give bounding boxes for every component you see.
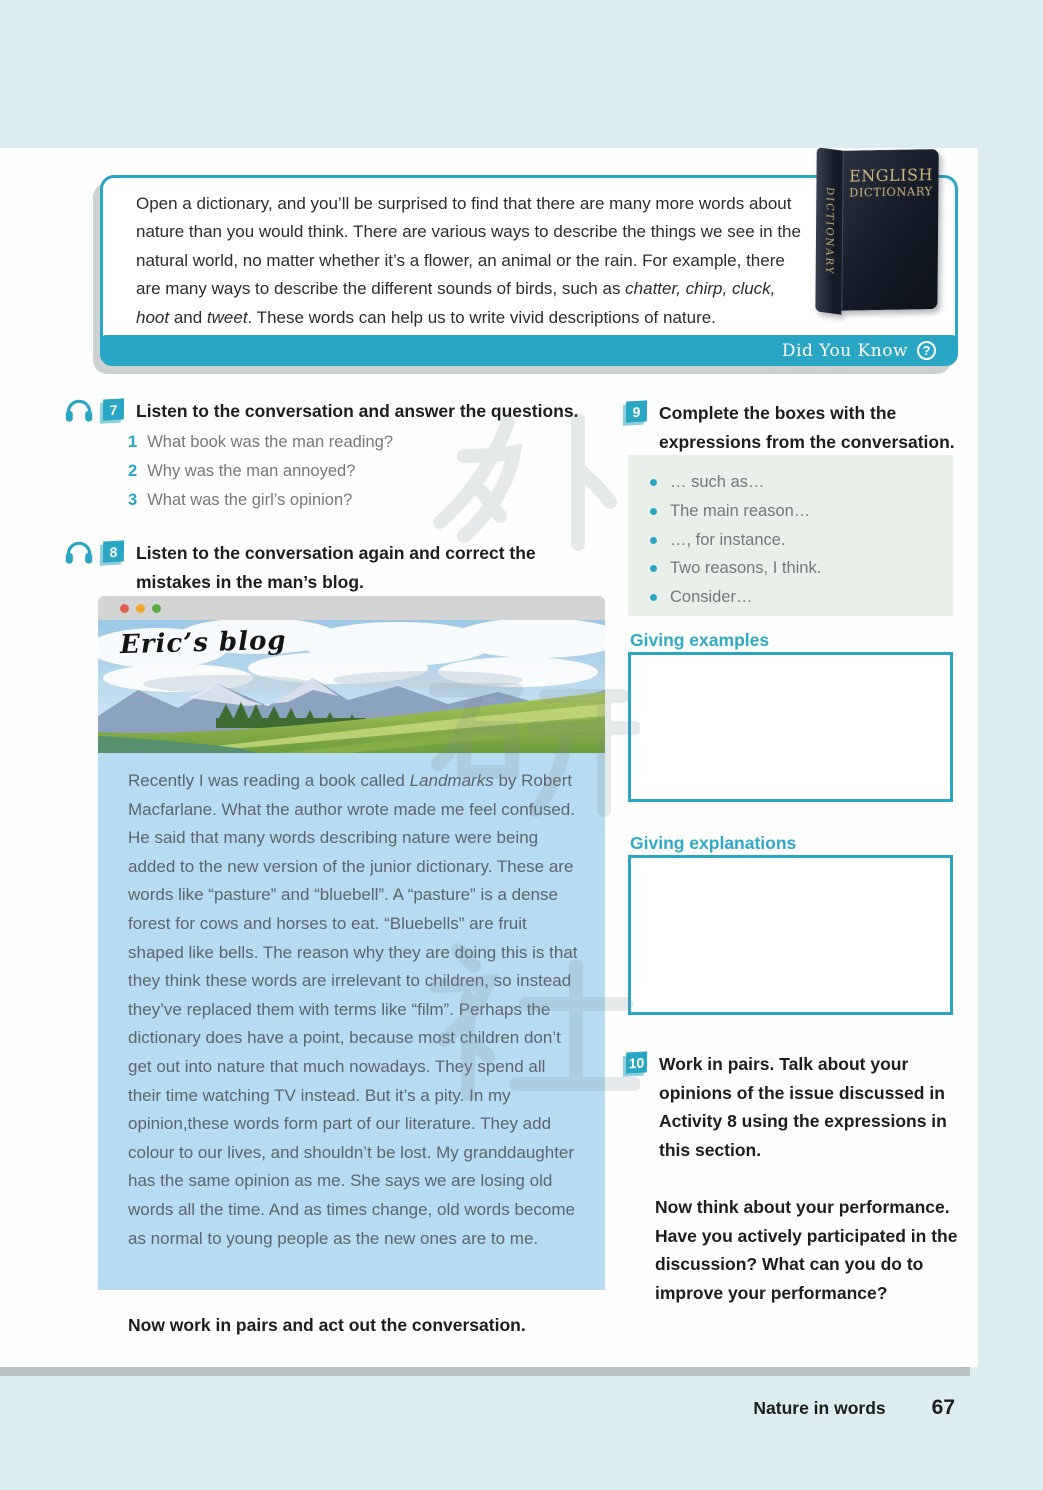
unit-title: Nature in words — [753, 1398, 886, 1418]
bullet-icon — [650, 565, 657, 572]
giving-examples-label: Giving examples — [630, 630, 770, 650]
expression-text: Two reasons, I think. — [670, 559, 822, 578]
page-number: 67 — [931, 1396, 955, 1419]
page-footer — [650, 1396, 955, 1420]
expression-item — [650, 526, 953, 555]
giving-examples-box — [628, 652, 953, 802]
question-number: 3 — [128, 490, 138, 509]
activity-10-header — [626, 1050, 961, 1164]
did-you-know-bar — [100, 335, 958, 366]
question-item — [128, 486, 393, 515]
question-text: What was the girl’s opinion? — [147, 490, 353, 509]
expression-item — [650, 497, 953, 526]
activity-9-title: Complete the boxes with the expressions from the conversation. — [659, 403, 955, 452]
activity-7-header — [64, 397, 604, 429]
blog-body — [98, 753, 605, 1290]
question-number: 2 — [128, 461, 138, 480]
headphones-icon — [64, 540, 94, 571]
book-cover — [841, 149, 938, 311]
activity-10-title: Work in pairs. Talk about your opinions of the issue discussed in Activity 8 using the expressions in this section. — [659, 1054, 947, 1160]
book-cover-title-1: ENGLISH — [849, 165, 934, 186]
headphones-icon — [64, 398, 94, 429]
window-zoom-dot — [152, 604, 161, 613]
question-text: What book was the man reading? — [147, 433, 393, 451]
page-sheet-shadow — [0, 1367, 970, 1376]
question-item — [128, 428, 393, 457]
activity-9-header — [626, 399, 956, 456]
expression-text: Consider… — [670, 588, 753, 607]
did-you-know-label: Did You Know — [781, 340, 908, 361]
book-spine-text: DICTIONARY — [823, 186, 835, 276]
question-mark-icon: ? — [917, 341, 936, 360]
expression-item — [650, 583, 953, 612]
activity-8-header — [64, 539, 604, 596]
book-spine — [815, 147, 842, 314]
expression-item — [650, 468, 953, 497]
activity-7-questions — [128, 428, 393, 514]
window-close-dot — [120, 604, 129, 613]
bullet-icon — [650, 537, 657, 544]
dictionary-book-image — [815, 150, 938, 321]
expression-text: … such as… — [670, 473, 765, 491]
giving-explanations-label: Giving explanations — [630, 833, 797, 853]
question-item — [128, 457, 393, 486]
bullet-icon — [650, 479, 657, 486]
expression-text: The main reason… — [670, 501, 811, 520]
activity-8-title: Listen to the conversation again and correct the mistakes in the man’s blog. — [136, 543, 536, 592]
giving-explanations-box — [628, 855, 953, 1015]
blog-title: Eric’s blog — [119, 625, 287, 661]
expressions-box — [628, 455, 953, 616]
expression-text: …, for instance. — [670, 530, 786, 549]
blog-header-image — [98, 620, 605, 753]
expression-item — [650, 554, 953, 583]
question-text: Why was the man annoyed? — [147, 461, 356, 480]
activity-7-badge: 7 — [103, 398, 124, 420]
did-you-know-text: Open a dictionary, and you’ll be surprised to find that there are many more words about nature than you would think. There are various ways to describe the things we see in the natural world, no matter whether it’s a flower, an animal or the rain. For example, there are many ways to describe the different sounds of birds, such as chatter, chirp, cluck, hoot and tweet. These words can help us to write vivid descriptions of nature. — [136, 194, 801, 327]
activity-9-badge: 9 — [626, 400, 647, 422]
pairs-instruction: Now work in pairs and act out the conversation. — [128, 1315, 526, 1335]
activity-10-badge: 10 — [626, 1051, 647, 1073]
blog-window — [98, 596, 605, 1290]
bullet-icon — [650, 508, 657, 515]
bullet-icon — [650, 594, 657, 601]
window-minimize-dot — [136, 604, 145, 613]
blog-window-titlebar — [98, 596, 605, 620]
activity-8-badge: 8 — [103, 540, 124, 562]
question-number: 1 — [128, 433, 138, 451]
blog-text: Recently I was reading a book called Landmarks by Robert Macfarlane. What the author wrote made me feel confused. He said that many words describing nature were being added to the new version of the junior dictionary. These are words like “pasture” and “bluebell”. A “pasture” is a dense forest for cows and horses to eat. “Bluebells” are fruit shaped like bells. The reason why they are doing this is that they think these words are irrelevant to children, so instead they’ve replaced them with terms like “film”. Perhaps the dictionary does have a point, because most children don’t get out into nature that much nowadays. They spend all their time watching TV instead. But it’s a pity. In my opinion,these words form part of our literature. They add colour to our lives, and shouldn’t be lost. My granddaughter has the same opinion as me. She says we are losing old words all the time. And as times change, old words become as normal to young people as the new ones are to me. — [128, 771, 578, 1248]
book-cover-title-2: DICTIONARY — [849, 184, 933, 200]
activity-7-title: Listen to the conversation and answer the questions. — [136, 401, 579, 421]
reflection-text: Now think about your performance. Have you actively participated in the discussion? What can you do to improve your performance? — [655, 1197, 958, 1303]
